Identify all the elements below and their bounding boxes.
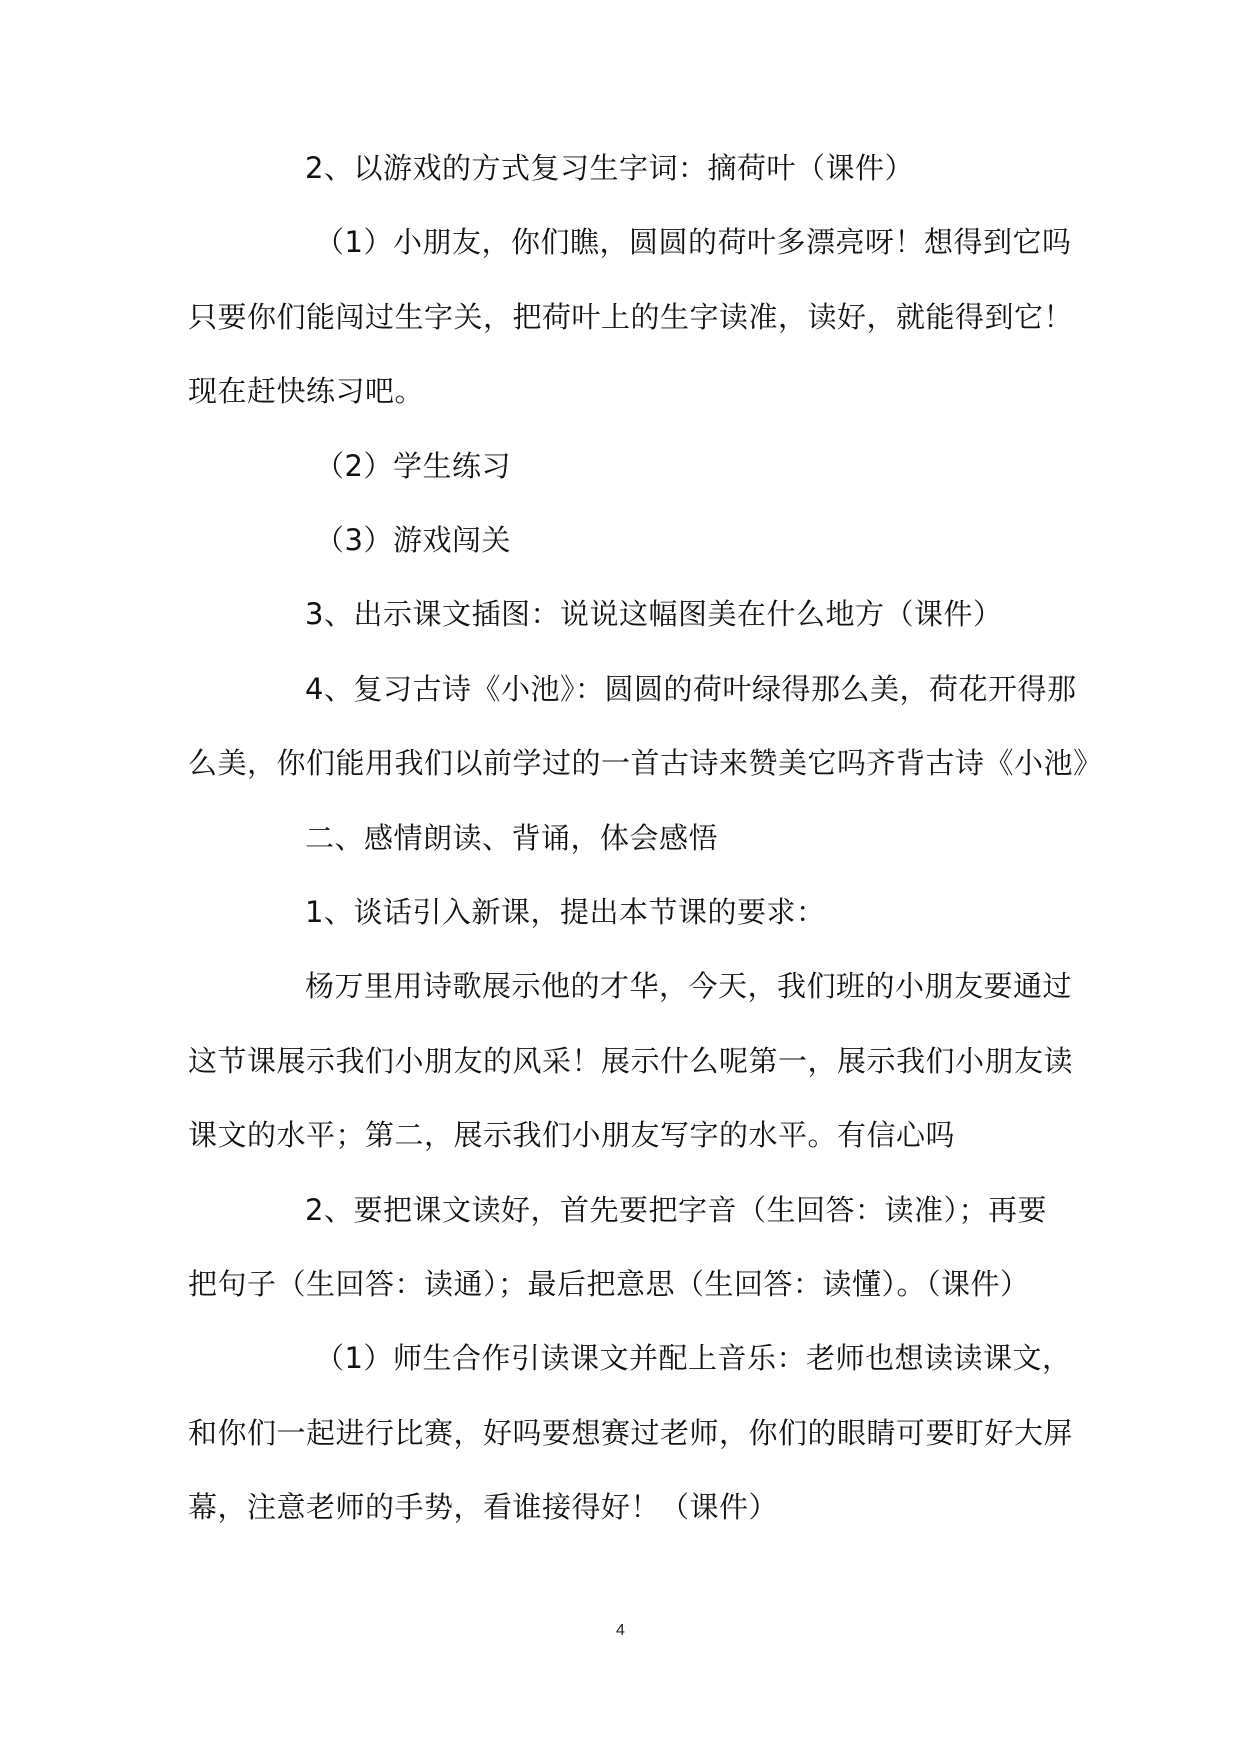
paragraph-line: 和你们一起进行比赛，好吗要想赛过老师，你们的眼睛可要盯好大屏: [188, 1416, 1074, 1450]
paragraph-line: 2、以游戏的方式复习生字词：摘荷叶（课件）: [305, 151, 914, 185]
paragraph-line: 4、复习古诗《小池》：圆圆的荷叶绿得那么美，荷花开得那: [305, 672, 1077, 706]
paragraph-line: （1）师生合作引读课文并配上音乐：老师也想读读课文，: [315, 1341, 1072, 1375]
paragraph-line: 杨万里用诗歌展示他的才华，今天，我们班的小朋友要通过: [305, 969, 1073, 1003]
paragraph-line: 这节课展示我们小朋友的风采！展示什么呢第一，展示我们小朋友读: [188, 1044, 1074, 1078]
paragraph-line: 么美，你们能用我们以前学过的一首古诗来赞美它吗齐背古诗《小池》: [188, 746, 1103, 780]
paragraph-line: 2、要把课文读好，首先要把字音（生回答：读准）；再要: [305, 1193, 1047, 1227]
paragraph-line: 只要你们能闯过生字关，把荷叶上的生字读准，读好，就能得到它！: [188, 300, 1074, 334]
paragraph-line: 幕，注意老师的手势，看谁接得好！（课件）: [188, 1490, 779, 1524]
paragraph-line: 3、出示课文插图：说说这幅图美在什么地方（课件）: [305, 597, 1003, 631]
section-heading: 二、感情朗读、背诵，体会感悟: [305, 821, 719, 855]
page-number: 4: [616, 1622, 625, 1639]
paragraph-line: 课文的水平；第二，展示我们小朋友写字的水平。有信心吗: [188, 1118, 956, 1152]
paragraph-line: （2）学生练习: [315, 449, 511, 483]
paragraph-line: 1、谈话引入新课，提出本节课的要求：: [305, 895, 826, 929]
paragraph-line: 现在赶快练习吧。: [188, 374, 425, 408]
paragraph-line: 把句子（生回答：读通）；最后把意思（生回答：读懂）。（课件）: [188, 1267, 1030, 1301]
paragraph-line: （3）游戏闯关: [315, 523, 511, 557]
paragraph-line: （1）小朋友，你们瞧，圆圆的荷叶多漂亮呀！想得到它吗: [315, 225, 1072, 259]
